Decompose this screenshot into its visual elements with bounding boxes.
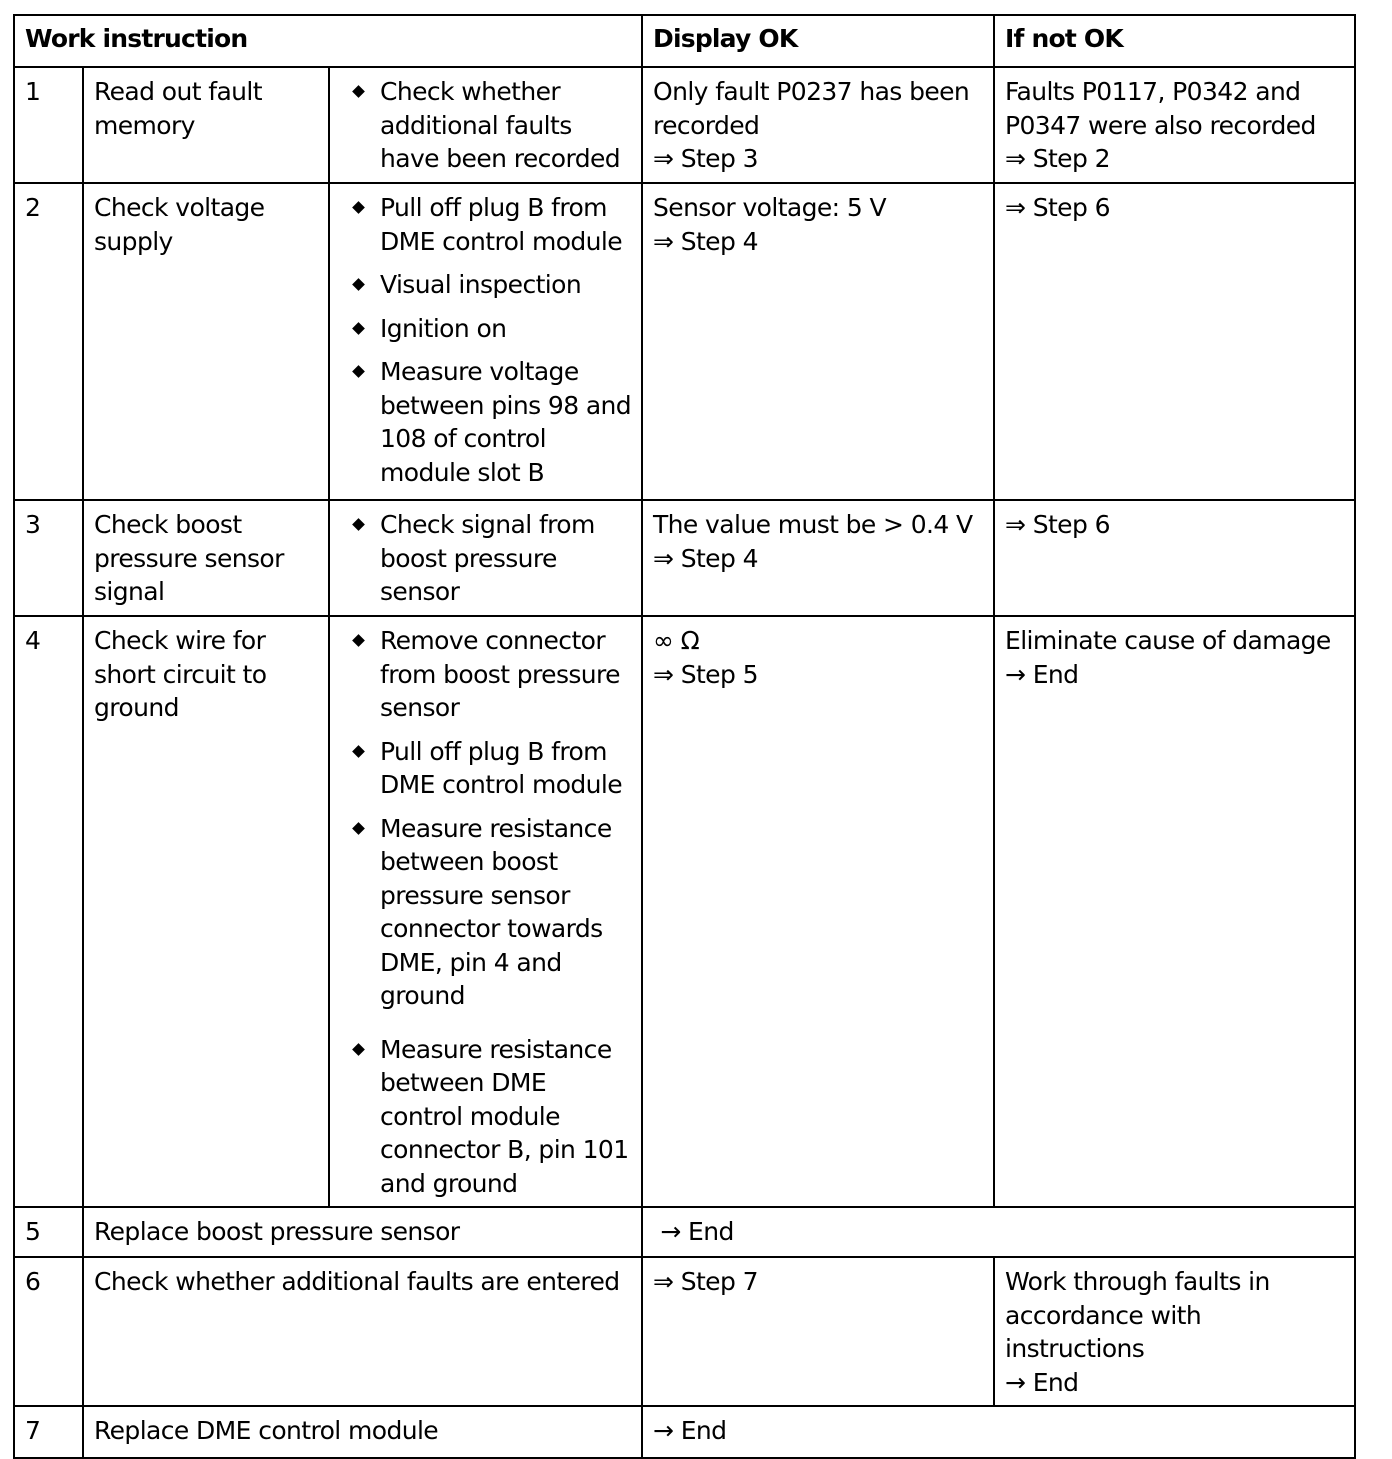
bullet-diamond-icon (352, 85, 365, 98)
task-cell: Check voltage supply (83, 183, 329, 500)
table-row-step-3 (14, 500, 1355, 616)
bullet-diamond-icon (352, 322, 365, 335)
header-if-not-ok: If not OK (994, 15, 1355, 67)
bullet-diamond-icon (352, 201, 365, 214)
display-ok-cell (642, 616, 994, 1207)
action-item: Check signal from boost pressure sensor (340, 508, 633, 609)
ok-next-step: → End (653, 1416, 727, 1445)
not-ok-next-step: → End (1005, 659, 1079, 689)
table-header-row (14, 15, 1355, 67)
work-instruction-table (13, 14, 1356, 1459)
action-item: Pull off plug B from DME control module (340, 735, 633, 802)
task-cell: Replace DME control module (83, 1406, 642, 1458)
bullet-diamond-icon (352, 518, 365, 531)
bullet-diamond-icon (352, 822, 365, 835)
bullet-diamond-icon (352, 634, 365, 647)
display-ok-cell (642, 1207, 1355, 1257)
bullet-diamond-icon (352, 278, 365, 291)
task-cell: Check whether additional faults are entered (83, 1257, 642, 1406)
not-ok-next-step: ⇒ Step 6 (1005, 193, 1110, 222)
ok-text: Only fault P0237 has been recorded (653, 77, 970, 140)
ok-next-step: ⇒ Step 5 (653, 659, 758, 689)
not-ok-text: Work through faults in accordance with instructions (1005, 1267, 1270, 1363)
task-cell: Replace boost pressure sensor (83, 1207, 642, 1257)
table-row-step-5 (14, 1207, 1355, 1257)
if-not-ok-cell (994, 500, 1355, 616)
action-item: Measure resistance between boost pressure sensor connector towards DME, pin 4 and ground (340, 812, 633, 1013)
actions-cell (329, 616, 642, 1207)
header-display-ok: Display OK (642, 15, 994, 67)
task-cell: Check wire for short circuit to ground (83, 616, 329, 1207)
if-not-ok-cell (994, 1257, 1355, 1406)
not-ok-next-step: → End (1005, 1367, 1079, 1397)
bullet-diamond-icon (352, 365, 365, 378)
header-work-instruction: Work instruction (14, 15, 642, 67)
ok-text: ∞ Ω (653, 626, 700, 655)
ok-next-step: ⇒ Step 4 (653, 226, 758, 256)
action-item: Measure voltage between pins 98 and 108 of control module slot B (340, 355, 633, 489)
action-item: Remove connector from boost pressure sensor (340, 624, 633, 725)
if-not-ok-cell (994, 183, 1355, 500)
ok-next-step: ⇒ Step 7 (653, 1267, 758, 1296)
action-item: Visual inspection (340, 268, 633, 302)
display-ok-cell (642, 1257, 994, 1406)
table-row-step-6 (14, 1257, 1355, 1406)
if-not-ok-cell (994, 616, 1355, 1207)
ok-next-step: ⇒ Step 3 (653, 144, 758, 173)
action-item: Measure resistance between DME control module connector B, pin 101 and ground (340, 1033, 633, 1201)
table-row-step-1 (14, 67, 1355, 183)
actions-cell (329, 67, 642, 183)
table-row-step-4 (14, 616, 1355, 1207)
step-number: 2 (14, 183, 83, 500)
action-item: Check whether additional faults have been recorded (340, 75, 633, 176)
display-ok-cell (642, 67, 994, 183)
step-number: 7 (14, 1406, 83, 1458)
not-ok-text: Eliminate cause of damage (1005, 626, 1331, 655)
not-ok-text: Faults P0117, P0342 and P0347 were also recorded (1005, 77, 1316, 140)
bullet-diamond-icon (352, 745, 365, 758)
display-ok-cell (642, 500, 994, 616)
if-not-ok-cell (994, 67, 1355, 183)
step-number: 1 (14, 67, 83, 183)
table-row-step-7 (14, 1406, 1355, 1458)
actions-cell (329, 500, 642, 616)
ok-text: Sensor voltage: 5 V (653, 193, 886, 222)
display-ok-cell (642, 1406, 1355, 1458)
ok-next-step: ⇒ Step 4 (653, 543, 758, 573)
step-number: 5 (14, 1207, 83, 1257)
action-item: Pull off plug B from DME control module (340, 191, 633, 258)
table-row-step-2 (14, 183, 1355, 500)
ok-next-step: → End (653, 1217, 734, 1246)
step-number: 6 (14, 1257, 83, 1406)
ok-text: The value must be > 0.4 V (653, 510, 973, 539)
not-ok-next-step: ⇒ Step 6 (1005, 510, 1110, 539)
task-cell: Read out fault memory (83, 67, 329, 183)
step-number: 4 (14, 616, 83, 1207)
display-ok-cell (642, 183, 994, 500)
task-cell: Check boost pressure sensor signal (83, 500, 329, 616)
action-item: Ignition on (340, 312, 633, 346)
not-ok-next-step: ⇒ Step 2 (1005, 144, 1110, 173)
actions-cell (329, 183, 642, 500)
step-number: 3 (14, 500, 83, 616)
bullet-diamond-icon (352, 1043, 365, 1056)
